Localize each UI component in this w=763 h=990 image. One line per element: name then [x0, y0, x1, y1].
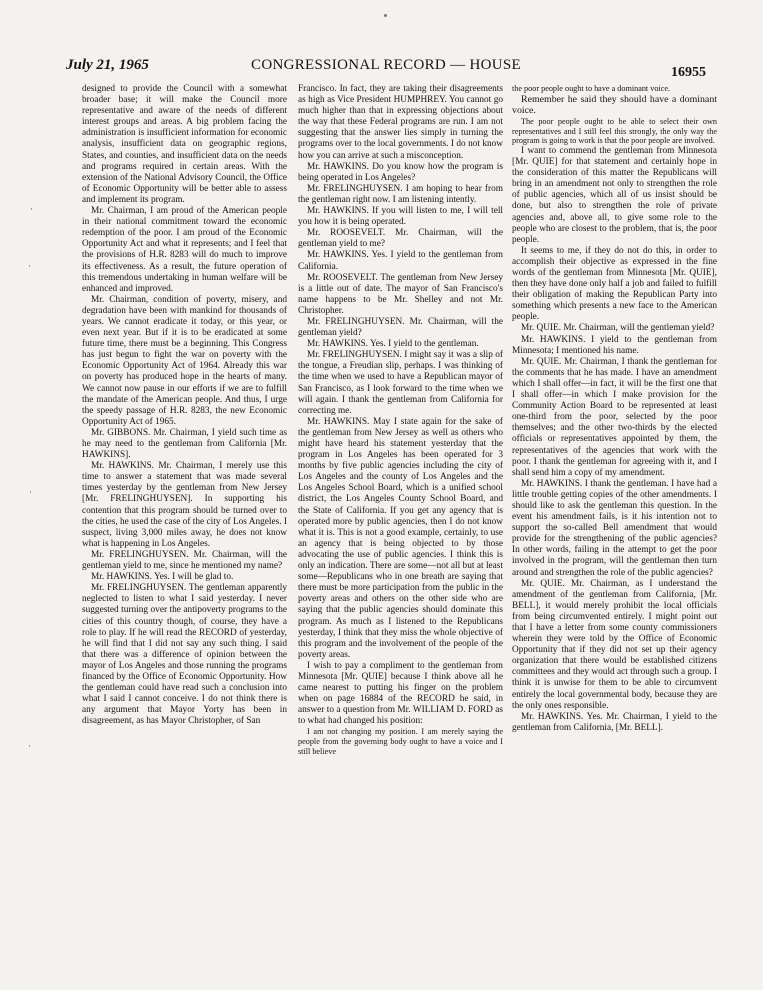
paragraph: Francisco. In fact, they are taking their disagreements as high as Vice President HUMPHREY. You cannot go much higher than that in expressing objections about the way that these Federal programs are run. I am not suggesting that the answer lies simply in turning the programs over to the local governments. I do not know how you can arrive at such a misconception.: [298, 84, 503, 161]
text-column-3: [512, 84, 717, 734]
paragraph: Mr. QUIE. Mr. Chairman, I thank the gentleman for the comments that he has made. I have an amendment which I shall offer—in fact, it will be the first one that I shall offer—in which I make provision for the Community Action Board to be represented at least one-third from the poor, selected by the poor themselves; and the other two-thirds by the elected officials or representatives appointed by them, the representatives of the agencies that work with the poor. I thank the gentleman for agreeing with it, and I shall send him a copy of my amendment.: [512, 356, 717, 478]
paragraph: I am not changing my position. I am merely saying the people from the governing body ought to have a voice and I still believe: [298, 727, 503, 756]
paragraph: Mr. Chairman, condition of poverty, misery, and degradation have been with mankind for thousands of years. We cannot eradicate it today, or this year, or even next year. But if it is to be eradicated at some future time, there must be a beginning. This Congress has just begun to fight the war on poverty with the Economic Opportunity Act of 1964. Already this war on poverty has produced hope in the hearts of many. We cannot now pause in our efforts if we are to fulfill the mandate of the American people. And thus, I urge the speedy passage of H.R. 8283, the new Economic Opportunity Act of 1965.: [82, 294, 287, 427]
paragraph: Mr. HAWKINS. I thank the gentleman. I have had a little trouble getting copies of the other amendments. I should like to ask the gentleman this question. In the event his amendment fails, is it his intention not to support the so-called Bell amendment that would provide for the strengthening of the public agencies? In other words, failing in the attempt to get the poor involved in the program, will the gentleman then turn around and strengthen the role of the public agencies?: [512, 478, 717, 578]
paragraph: Mr. Chairman, I am proud of the American people in their national commitment toward the economic redemption of the poor. I am proud of the Economic Opportunity Act and what it represents; and I feel that the provisions of H.R. 8283 will do much to improve its effectiveness. As a result, the future operation of this tremendous undertaking in human welfare will be enhanced and improved.: [82, 206, 287, 294]
paragraph: Mr. ROOSEVELT. Mr. Chairman, will the gentleman yield to me?: [298, 228, 503, 250]
paragraph: Mr. QUIE. Mr. Chairman, as I understand the amendment of the gentleman from California, [Mr. BELL], it would merely prohibit the local officials from being circumvented entirely. I might point out that I have a letter from some county commissioners wherein they were told by the Office of Economic Opportunity that if they did not set up their agency organization that there would be established citizens committees and they would act through such a group. I think it is unwise for them to be able to circumvent entirely the local governmental body, because they are the only ones responsible.: [512, 578, 717, 711]
paragraph: Mr. HAWKINS. If you will listen to me, I will tell you how it is being operated.: [298, 206, 503, 228]
paragraph: Mr. FRELINGHUYSEN. Mr. Chairman, will the gentleman yield to me, since he mentioned my name?: [82, 549, 287, 572]
paragraph: Mr. GIBBONS. Mr. Chairman, I yield such time as he may need to the gentleman from California [Mr. HAWKINS].: [82, 427, 287, 461]
paragraph: the poor people ought to have a dominant voice.: [512, 84, 671, 93]
paragraph: Mr. FRELINGHUYSEN. The gentleman apparently neglected to listen to what I said yesterday. I never suggested turning over the antipoverty programs to the cities of this country though, of course, they have a role to play. If he will read the RECORD of yesterday, he will find that I did not say any such thing. I said that there was a difference of opinion between the mayor of Los Angeles and those running the programs financed by the Office of Economic Opportunity. How the gentleman could have read such a conclusion into what I said I cannot conceive. I do not think there is any argument that Mayor Yorty has been in disagreement, as has Mayor Christopher, of San: [82, 583, 287, 727]
page-header: [66, 55, 706, 81]
header-title: CONGRESSIONAL RECORD — HOUSE: [251, 57, 521, 73]
paragraph: I wish to pay a compliment to the gentleman from Minnesota [Mr. QUIE] because I think above all he came nearest to putting his finger on the problem when on page 16884 of the RECORD he said, in answer to a question from Mr. WILLIAM D. FORD as to what had changed his position:: [298, 660, 503, 727]
margin-mark: ·: [28, 262, 31, 272]
paragraph: Remember he said they should have a dominant voice.: [512, 93, 717, 117]
margin-mark: ·: [29, 488, 32, 498]
scan-speck: [384, 14, 387, 17]
header-page-number: 16955: [671, 65, 706, 80]
header-date: July 21, 1965: [66, 57, 149, 73]
paragraph: Mr. FRELINGHUYSEN. I might say it was a slip of the tongue, a Freudian slip, perhaps. I was thinking of the time when we used to have a Republican mayor of San Francisco, as I look forward to the time when we will again. I thank the gentleman from California for correcting me.: [298, 350, 503, 416]
paragraph: Mr. HAWKINS. Do you know how the program is being operated in Los Angeles?: [298, 161, 503, 183]
paragraph: Mr. FRELINGHUYSEN. Mr. Chairman, will the gentleman yield?: [298, 316, 503, 339]
paragraph: Mr. HAWKINS. Yes. I yield to the gentleman from California.: [298, 250, 503, 272]
text-column-2: [298, 84, 503, 756]
paragraph: The poor people ought to be able to select their own representatives and I still feel this strongly, the only way the program is going to work is that the poor people are involved.: [512, 117, 717, 146]
margin-mark: ·: [28, 742, 31, 752]
paragraph: It seems to me, if they do not do this, in order to accomplish their objective as expressed in the fine words of the gentleman from Minnesota [Mr. QUIE], then they have done only half a job and failed to fulfill their obligation of making the Republican Party into something which presents a new face to the American people.: [512, 245, 717, 323]
paragraph: Mr. FRELINGHUYSEN. I am hoping to hear from the gentleman right now. I am listening intently.: [298, 183, 503, 205]
paragraph: Mr. HAWKINS. May I state again for the sake of the gentleman from New Jersey as well as others who might have heard his statement yesterday that the program in Los Angeles has been operated for 3 months by five public agencies including the city of Los Angeles and the county of Los Angeles and the Los Angeles School Board, which is a unified school district, the Los Angeles County School Board, and the State of California. If you get any agency that is operated more by public agencies, then I do not know what it is. This is not a good example, certainly, to use an agency that is being objected to by those advocating the use of public agencies. I think this is only an indication. There are some—not all but at least some—Republicans who in one breath are saying that there must be more participation from the public in the poverty areas and others on the other side who are saying that the public agencies should dominate this program. As much as I listened to the Republicans yesterday, I think that they miss the whole objective of this program and the involvement of the people of the poverty areas.: [298, 416, 503, 660]
paragraph: I want to commend the gentleman from Minnesota [Mr. QUIE] for that statement and certainly hope in the consideration of this matter the Republicans will bring in an amendment not only to strengthen the role of public agencies, which all of us insist should be done, but also to strengthen the role of private agencies and, above all, to give some role to the people who are closest to the problem, that is, the poor people.: [512, 145, 717, 245]
paragraph: Mr. HAWKINS. Yes. I yield to the gentleman.: [307, 339, 479, 350]
paragraph: Mr. HAWKINS. Yes. Mr. Chairman, I yield to the gentleman from California, [Mr. BELL].: [512, 711, 717, 733]
text-column-1: [82, 84, 287, 727]
paragraph: Mr. QUIE. Mr. Chairman, will the gentleman yield?: [521, 323, 715, 334]
margin-mark: ·: [30, 205, 33, 215]
paragraph: Mr. HAWKINS. I yield to the gentleman from Minnesota; I mentioned his name.: [512, 334, 717, 356]
paragraph: Mr. ROOSEVELT. The gentleman from New Jersey is a little out of date. The mayor of San Francisco's name happens to be Mr. Shelley and not Mr. Christopher.: [298, 272, 503, 316]
paragraph: Mr. HAWKINS. Mr. Chairman, I merely use this time to answer a statement that was made several times yesterday by the gentleman from New Jersey [Mr. FRELINGHUYSEN]. In supporting his contention that this program should be turned over to the cities, he used the case of the city of Los Angeles. I suspect, living 3,000 miles away, he does not know what is happening in Los Angeles.: [82, 461, 287, 549]
paragraph: Mr. HAWKINS. Yes. I will be glad to.: [91, 572, 234, 583]
paragraph: designed to provide the Council with a somewhat broader base; it will make the Council more representative and aware of the needs of different interest groups and areas. A big problem facing the administration is insufficient information for economic analysis, insufficient data on geographic regions, States, and counties, and insufficient data on the needs and programs required in certain areas. With the extension of the National Advisory Council, the Office of Economic Opportunity will be better able to assess and implement its program.: [82, 84, 287, 205]
